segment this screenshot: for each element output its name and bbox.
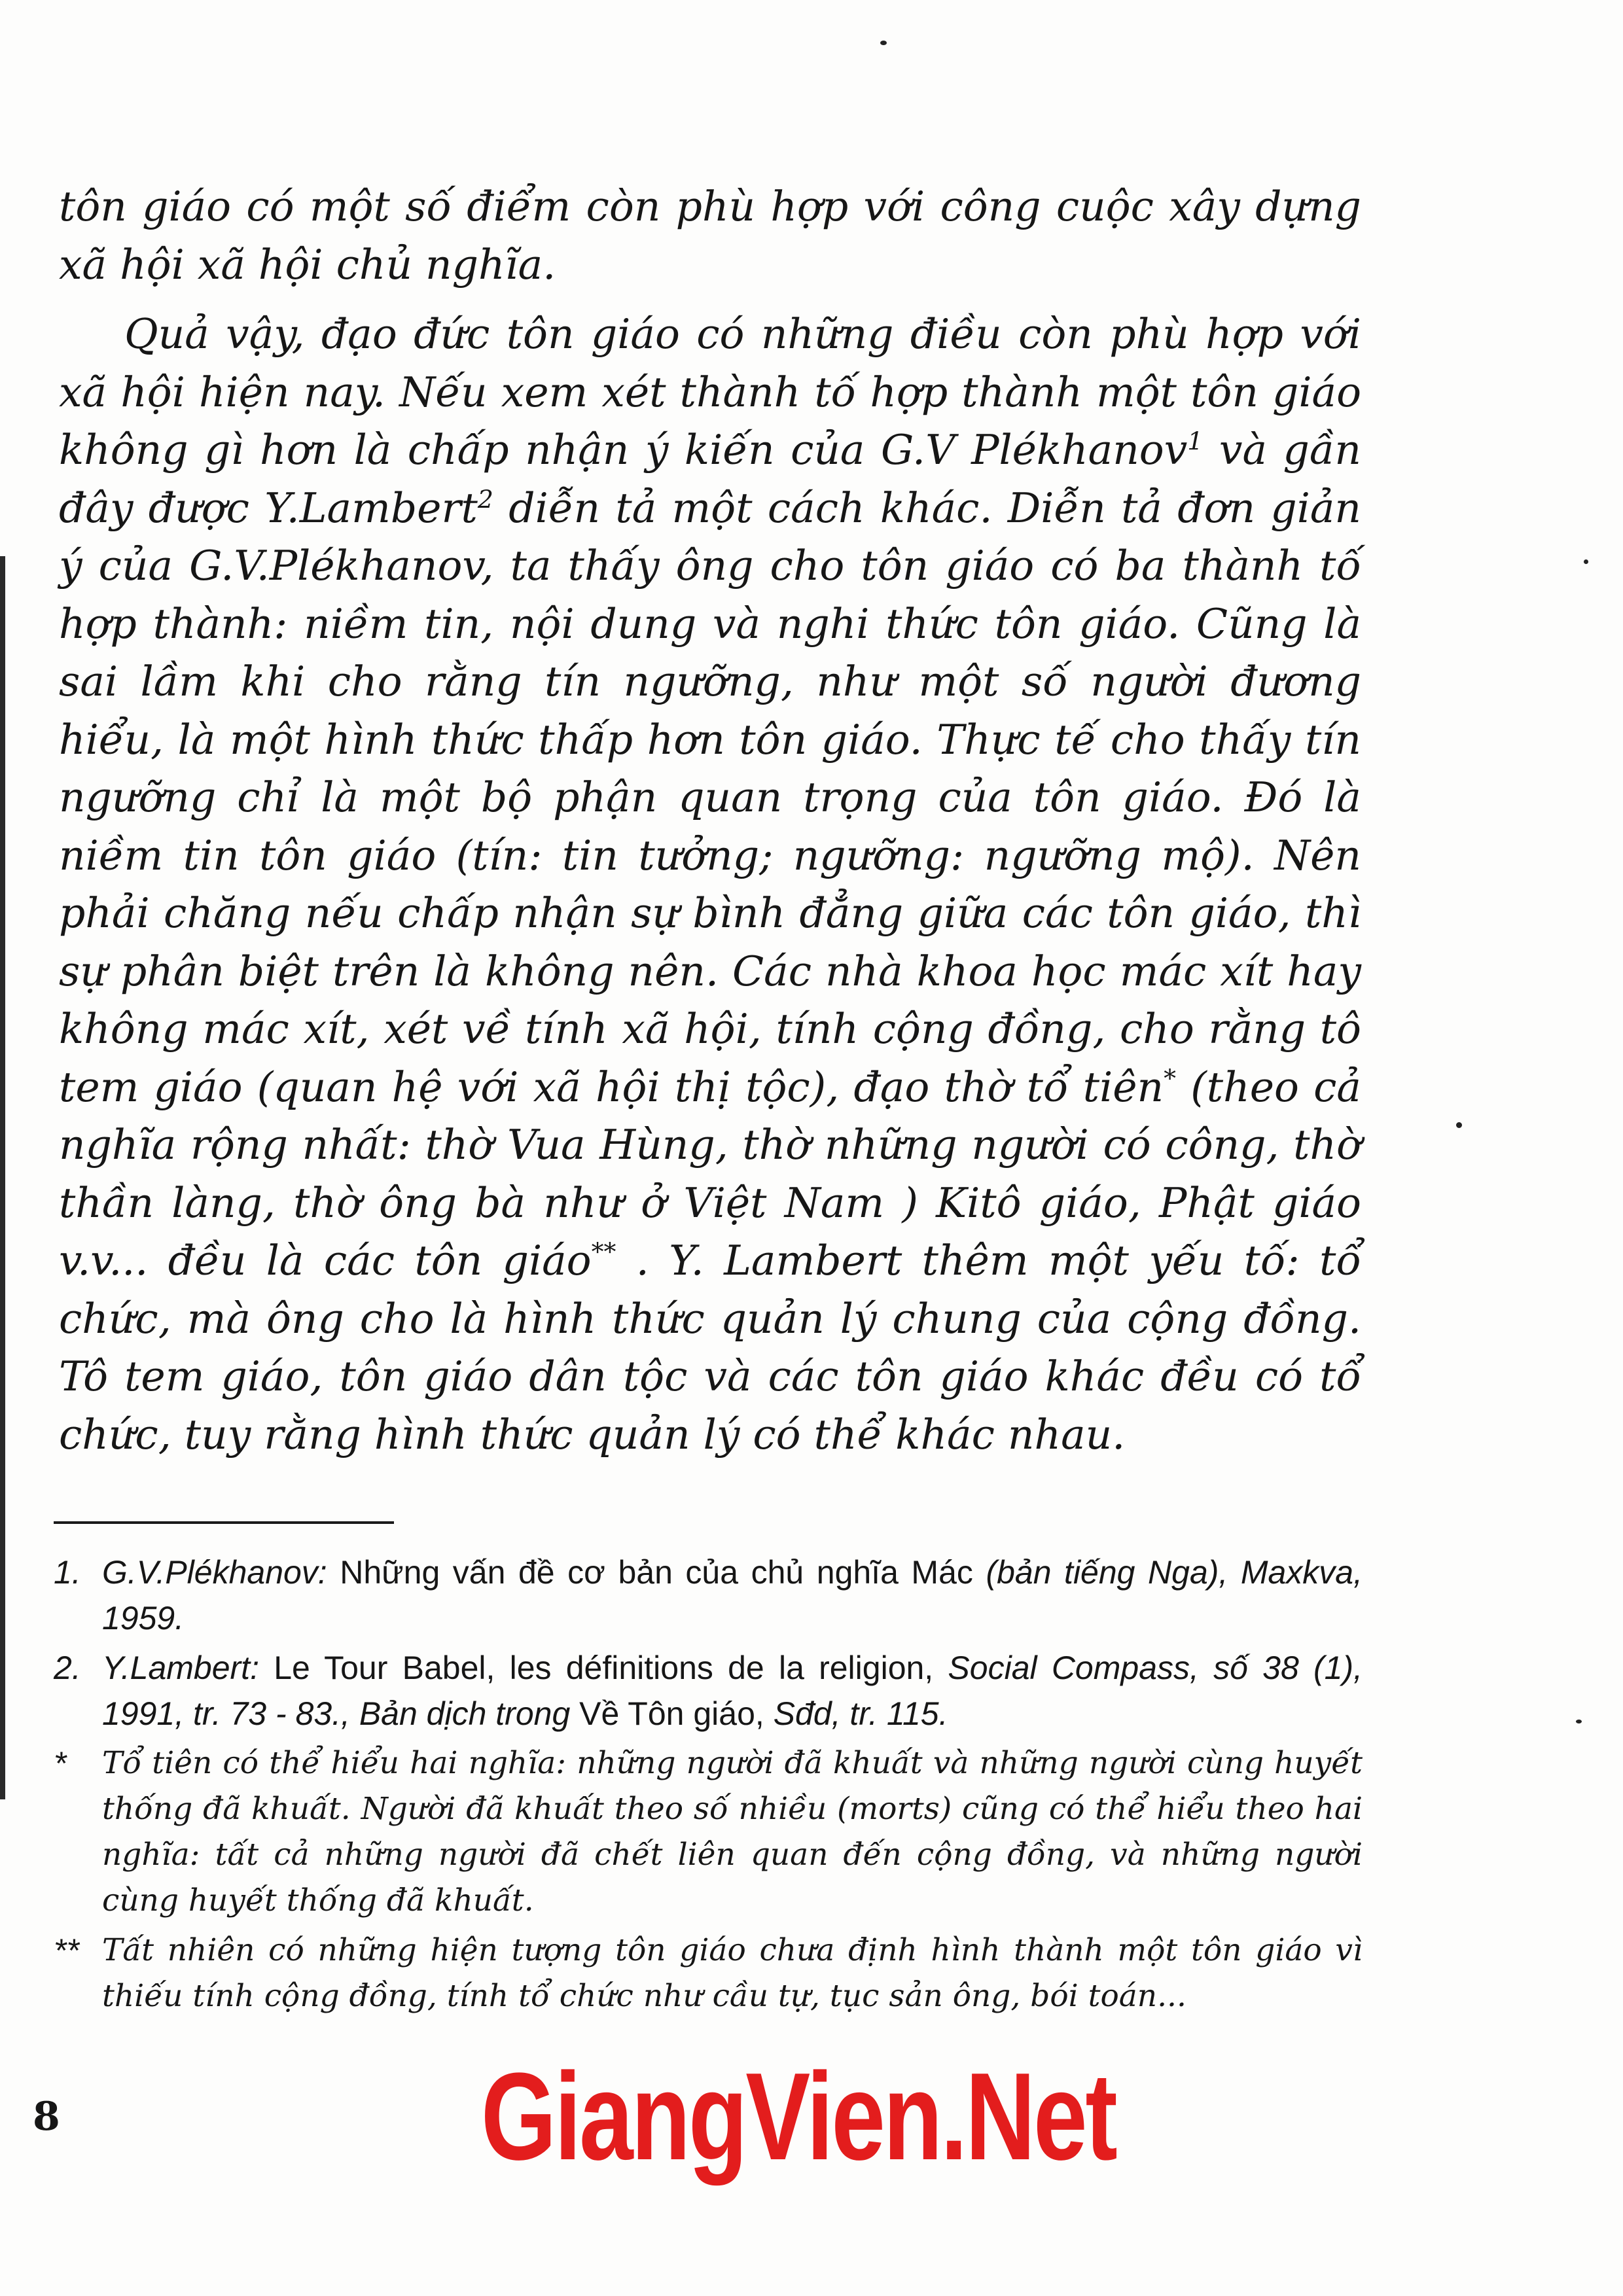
scan-speck — [1576, 1720, 1582, 1723]
footnote-title: Le Tour Babel, les définitions de la religion, — [259, 1650, 948, 1686]
footnote-title: Những vấn đề cơ bản của chủ nghĩa Mác — [327, 1554, 986, 1591]
scan-speck — [1584, 559, 1588, 564]
footnote-mark: ** — [54, 1932, 79, 1969]
paragraph-main — [59, 306, 1361, 1464]
footnote-divider — [54, 1521, 394, 1524]
footnote-star — [54, 1740, 1363, 1924]
footnote-ref-1: 1 — [1187, 427, 1204, 455]
footnote-body — [102, 1549, 1363, 1641]
footnote-author: Y.Lambert: — [102, 1650, 259, 1686]
paragraph-text: tôn giáo có một số điểm còn phù hợp với công cuộc xây dựng xã hội xã hội chủ nghĩa. — [59, 183, 1361, 289]
footnote-body — [102, 1645, 1363, 1737]
paragraph-continued — [59, 178, 1361, 294]
page-number: 8 — [33, 2094, 60, 2140]
footnote-ref-double-star: ** — [591, 1237, 616, 1266]
footnote-mark: * — [54, 1745, 67, 1782]
footnote-1 — [54, 1549, 1363, 1641]
footnotes — [54, 1549, 1363, 2023]
paragraph-text: . Y. Lambert thêm một yếu tố: tổ chức, mà ông cho là hình thức quản lý chung của cộng đồng. Tô tem giáo, tôn giáo dân tộc và các tôn giáo khác đều có tổ chức, tuy rằng hình thức quản lý có thể khác nhau. — [59, 1237, 1361, 1458]
footnote-mark: 2. — [54, 1650, 81, 1686]
main-text — [59, 178, 1361, 1475]
footnote-author: G.V.Plékhanov: — [102, 1554, 327, 1591]
footnote-body: Tất nhiên có những hiện tượng tôn giáo chưa định hình thành một tôn giáo vì thiếu tính cộng đồng, tính tổ chức như cầu tự, tục sản ông, bói toán... — [102, 1932, 1363, 2014]
footnote-double-star — [54, 1928, 1363, 2019]
paragraph-text: và gần đây được Y.Lambert — [59, 426, 1361, 532]
footnote-2 — [54, 1645, 1363, 1737]
paragraph-text: diễn tả một cách khác. Diễn tả đơn giản ý của G.V.Plékhanov, ta thấy ông cho tôn giáo có ba thành tố hợp thành: niềm tin, nội dung và nghi thức tôn giáo. Cũng là sai lầm khi cho rằng tín ngưỡng, như một số người đương hiểu, là một hình thức thấp hơn tôn giáo. Thực tế cho thấy tín ngưỡng chỉ là một bộ phận quan trọng của tôn giáo. Đó là niềm tin tôn giáo (tín: tin tưởng; ngưỡng: ngưỡng mộ). Nên phải chăng nếu chấp nhận sự bình đẳng giữa các tôn giáo, thì sự phân biệt trên là không nên. Các nhà khoa học mác xít hay không mác xít, xét về tính xã hội, tính cộng đồng, cho rằng tô tem giáo (quan hệ với xã hội thị tộc), đạo thờ tổ tiên — [59, 484, 1362, 1111]
paragraph-text: (theo cả nghĩa rộng nhất: thờ Vua Hùng, thờ những người có công, thờ thần làng, thờ ông bà như ở Việt Nam ) Kitô giáo, Phật giáo v.v... đều là các tôn giáo — [59, 1063, 1361, 1284]
footnote-body: Tổ tiên có thể hiểu hai nghĩa: những người đã khuất và những người cùng huyết thống đã khuất. Người đã khuất theo số nhiều (morts) cũng có thể hiểu theo hai nghĩa: tất cả những người đã chết liên quan đến cộng đồng, và những người cùng huyết thống đã khuất. — [102, 1745, 1363, 1918]
footnote-mark: 1. — [54, 1554, 81, 1591]
scan-speck — [1456, 1122, 1462, 1128]
footnote-ref-2: 2 — [477, 484, 493, 514]
footnote-journal: Social Compass, số 38 (1), 1991, tr. 73 - 83., Bản dịch trong — [102, 1650, 1363, 1732]
paragraph-text: Quả vậy, đạo đức tôn giáo có những điều còn phù hợp với xã hội hiện nay. Nếu xem xét thành tố hợp thành một tôn giáo không gì hơn là chấp nhận ý kiến của G.V Plékhanov — [59, 310, 1361, 474]
footnote-source: Sđd, tr. 115. — [773, 1695, 948, 1732]
scan-speck — [880, 41, 887, 45]
footnote-ref-star: * — [1164, 1063, 1176, 1093]
scan-edge-shadow — [0, 556, 5, 1799]
footnote-book: Về Tôn giáo, — [570, 1695, 774, 1732]
watermark-logo: GiangVien.Net — [481, 2047, 1116, 2186]
footnote-source: (bản tiếng Nga), Maxkva, 1959. — [102, 1554, 1363, 1636]
